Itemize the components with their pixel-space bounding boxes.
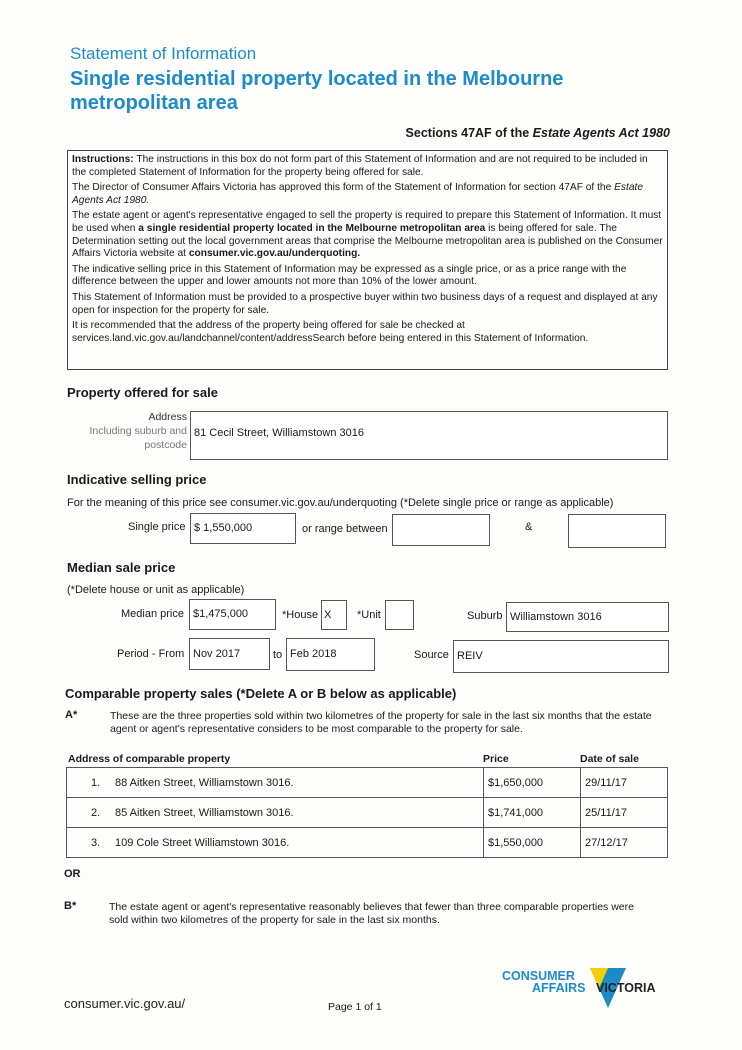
comp-date-cell-1[interactable]: 29/11/17 xyxy=(581,768,668,798)
median-price-label: Median price xyxy=(121,608,184,620)
selling-price-heading: Indicative selling price xyxy=(67,472,207,487)
consumer-affairs-victoria-logo xyxy=(500,966,670,1014)
sections-prefix: Sections 47AF of the xyxy=(405,126,530,140)
comp-num-2: 2. xyxy=(91,806,101,819)
footer-website[interactable]: consumer.vic.gov.au/ xyxy=(64,996,186,1011)
suburb-label: Suburb xyxy=(467,610,503,622)
statement-label: Statement of Information xyxy=(70,44,257,63)
option-b-mark: B* xyxy=(64,900,77,912)
instructions-bold: Instructions: xyxy=(72,154,134,165)
instructions-para-1 xyxy=(72,154,663,179)
address-field[interactable] xyxy=(190,411,668,460)
single-price-field[interactable] xyxy=(190,513,296,544)
single-price-label: Single price xyxy=(128,521,186,533)
instructions-text-1: The instructions in this box do not form part of this Statement of Information and are not required to be included in the completed Statement of Information for the property being offered for sale. xyxy=(72,154,648,178)
comp-date-cell-3[interactable]: 27/12/17 xyxy=(581,828,668,858)
range-high-field[interactable] xyxy=(568,514,666,548)
option-a-text: These are the three properties sold within two kilometres of the property for sale in the last six months that the estate agent or agent's representative considers to be most comparable to the property for sale. xyxy=(110,710,652,735)
col-address-header: Address of comparable property xyxy=(68,753,231,765)
col-date-header: Date of sale xyxy=(580,753,639,765)
period-from-field[interactable] xyxy=(189,638,270,670)
document-title: Single residential property located in the Melbourne metropolitan area xyxy=(70,68,564,114)
logo-consumer: CONSUMER xyxy=(502,969,575,983)
address-label-line-2: Including suburb and xyxy=(89,425,187,437)
median-price-value: $1,475,000 xyxy=(193,608,249,620)
median-note: (*Delete house or unit as applicable) xyxy=(67,584,245,596)
table-row xyxy=(67,798,668,828)
unit-label: *Unit xyxy=(357,609,381,621)
range-ampersand: & xyxy=(525,521,533,533)
comp-price-cell-3[interactable]: $1,550,000 xyxy=(484,828,581,858)
comp-address-cell-3[interactable] xyxy=(67,828,484,858)
comparable-table xyxy=(66,767,668,858)
option-a-mark: A* xyxy=(65,709,78,721)
instructions-text-2: The Director of Consumer Affairs Victoria has approved this form of the Statement of Information for section 47AF of the xyxy=(72,182,612,194)
range-low-field[interactable] xyxy=(392,514,490,546)
suburb-value: Williamstown 3016 xyxy=(510,611,602,623)
period-label: Period - From xyxy=(117,648,185,660)
page-number: Page 1 of 1 xyxy=(328,1001,382,1013)
instructions-box xyxy=(67,150,668,370)
option-b-text: The estate agent or agent's representative reasonably believes that fewer than three comparable properties were sold within two kilometres of the property for sale in the last six months. xyxy=(109,901,634,926)
table-row xyxy=(67,768,668,798)
instructions-text-3b: is being offered for sale. The Determination setting out the local government areas that comprise the Melbourne metropolitan area is published on the Consumer Affairs Victoria website at xyxy=(72,222,663,260)
comp-price-cell-2[interactable]: $1,741,000 xyxy=(484,798,581,828)
or-separator: OR xyxy=(64,868,81,880)
source-label: Source xyxy=(414,649,449,661)
col-price-header: Price xyxy=(483,753,509,765)
comp-address-2: 85 Aitken Street, Williamstown 3016. xyxy=(115,806,294,819)
range-label: or range between xyxy=(302,523,388,535)
address-label-line-1: Address xyxy=(148,411,187,423)
comparable-heading: Comparable property sales (*Delete A or B below as applicable) xyxy=(65,686,457,701)
comp-price-cell-1[interactable]: $1,650,000 xyxy=(484,768,581,798)
instructions-para-2 xyxy=(72,182,663,207)
instructions-act-italic: Estate Agents Act 1980. xyxy=(72,182,643,206)
unit-checkbox[interactable] xyxy=(385,600,414,630)
period-to-label: to xyxy=(273,649,283,661)
selling-price-note: For the meaning of this price see consumer.vic.gov.au/underquoting (*Delete single price or range as applicable) xyxy=(67,497,614,509)
table-row xyxy=(67,828,668,858)
logo-victoria: VICTORIA xyxy=(596,981,656,995)
instructions-para-6: It is recommended that the address of the property being offered for sale be checked at services.land.vic.gov.au/landchannel/content/addressSearch before being entered in this Statement of Information. xyxy=(72,320,589,344)
address-value: 81 Cecil Street, Williamstown 3016 xyxy=(194,427,364,439)
address-label xyxy=(70,410,187,452)
comp-num-3: 3. xyxy=(91,836,101,849)
underquoting-link[interactable]: consumer.vic.gov.au/underquoting. xyxy=(188,248,361,260)
period-from-value: Nov 2017 xyxy=(193,648,241,660)
property-heading: Property offered for sale xyxy=(67,385,218,400)
house-label: *House xyxy=(282,609,319,621)
comp-date-cell-2[interactable]: 25/11/17 xyxy=(581,798,668,828)
suburb-field[interactable] xyxy=(506,602,669,632)
sections-reference xyxy=(406,126,670,140)
instructions-text-3a: The estate agent or agent's representative engaged to sell the property is required to prepare this Statement of Information. It must be used when xyxy=(72,210,662,234)
comp-num-1: 1. xyxy=(91,776,101,789)
period-to-field[interactable] xyxy=(286,638,375,671)
comp-address-3: 109 Cole Street Williamstown 3016. xyxy=(115,836,290,849)
median-heading: Median sale price xyxy=(67,560,176,575)
source-field[interactable] xyxy=(453,640,669,673)
instructions-para-4: The indicative selling price in this Statement of Information may be expressed as a single price, or as a price range with the difference between the upper and lower amounts not more than 10% of the lower amount. xyxy=(72,263,627,288)
comp-address-1: 88 Aitken Street, Williamstown 3016. xyxy=(115,776,294,789)
period-to-value: Feb 2018 xyxy=(290,648,337,660)
source-value: REIV xyxy=(457,650,483,662)
logo-affairs: AFFAIRS xyxy=(532,981,586,995)
sections-act: Estate Agents Act 1980 xyxy=(532,126,670,140)
comp-address-cell-1[interactable] xyxy=(67,768,484,798)
instructions-bold-3: a single residential property located in the Melbourne metropolitan area xyxy=(138,222,486,234)
comp-address-cell-2[interactable] xyxy=(67,798,484,828)
instructions-para-3 xyxy=(72,210,663,260)
single-price-value: $ 1,550,000 xyxy=(194,522,253,534)
house-checkbox[interactable] xyxy=(321,600,347,630)
median-price-field[interactable] xyxy=(189,599,276,630)
house-checkbox-mark: X xyxy=(324,609,332,621)
address-label-line-3: postcode xyxy=(144,439,187,451)
instructions-para-5: This Statement of Information must be provided to a prospective buyer within two business days of a request and displayed at any open for inspection for the property for sale. xyxy=(72,291,658,316)
